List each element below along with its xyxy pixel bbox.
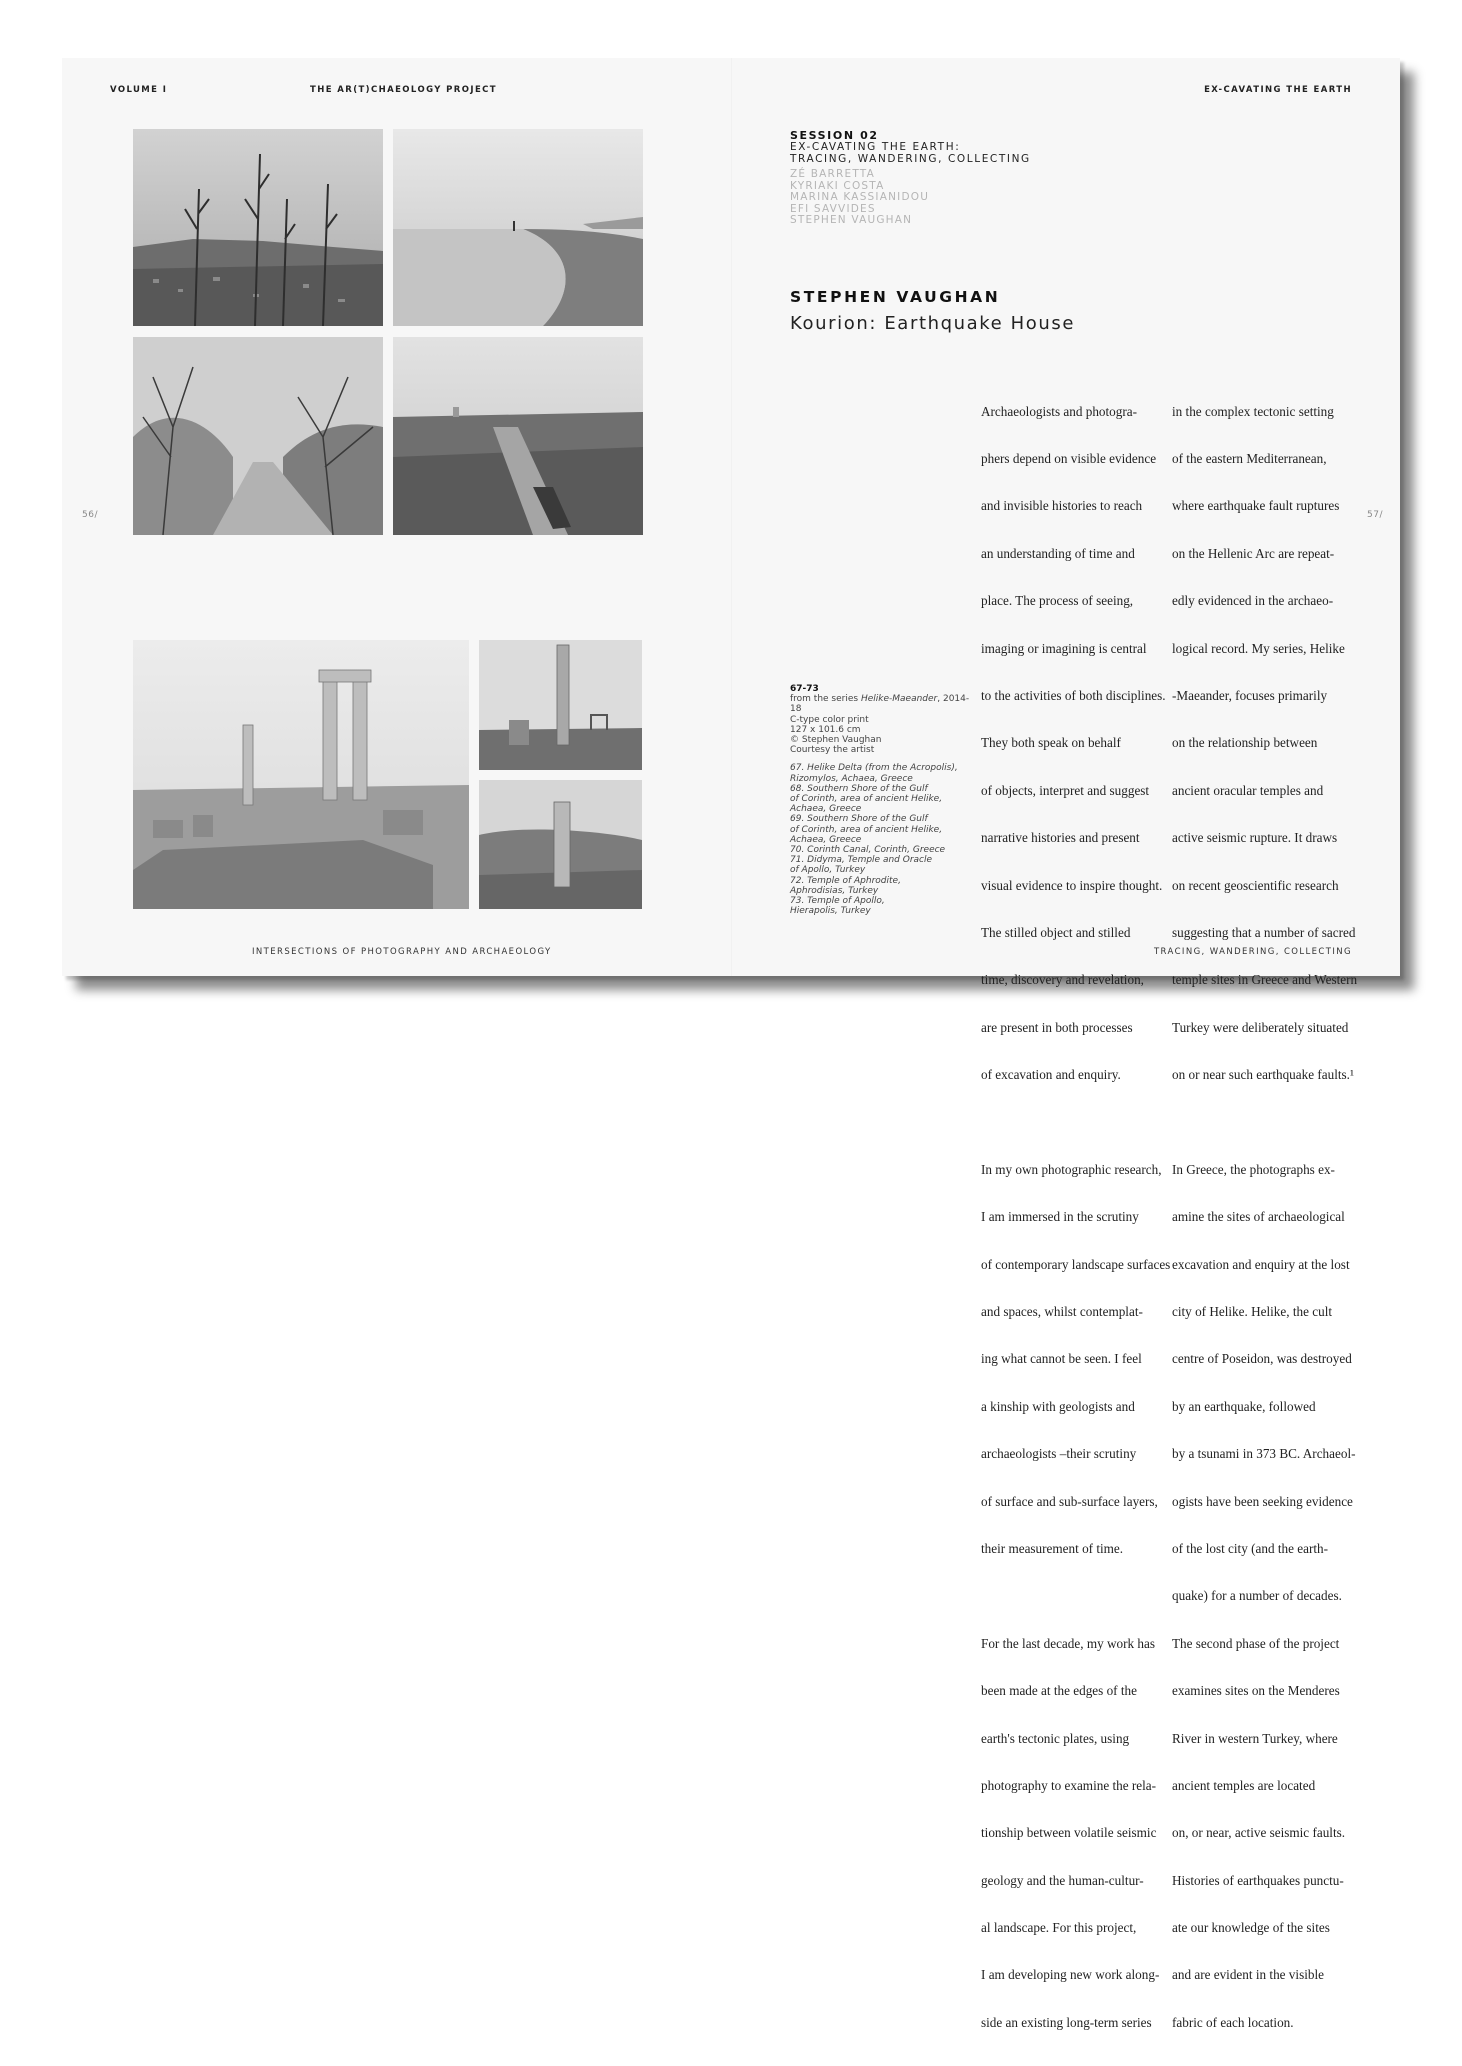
caption-list-line: Achaea, Greece — [790, 804, 862, 815]
text-line: in the complex tectonic setting — [1172, 403, 1334, 419]
text-line: ing what cannot be seen. I feel — [981, 1351, 1142, 1367]
text-line: ancient temples are located — [1172, 1777, 1316, 1793]
text-line: For the last decade, my work has — [981, 1635, 1155, 1651]
text-line: imaging or imagining is central — [981, 640, 1147, 656]
text-line: on, or near, active seismic faults. — [1172, 1825, 1346, 1841]
text-line: The stilled object and stilled — [981, 924, 1131, 940]
text-line: examines sites on the Menderes — [1172, 1683, 1340, 1699]
text-line: photography to examine the rela- — [981, 1777, 1157, 1793]
caption-list-line: of Corinth, area of ancient Helike, — [790, 824, 943, 835]
page-number-right: 57/ — [1367, 510, 1383, 520]
participant-name: MARINA KASSIANIDOU — [790, 191, 930, 204]
caption-list-line: 69. Southern Shore of the Gulf — [790, 814, 928, 825]
caption-list-line: of Apollo, Turkey — [790, 865, 866, 876]
text-line: temple sites in Greece and Western — [1172, 972, 1358, 988]
photo-helike-delta — [133, 129, 383, 326]
text-line: of the eastern Mediterranean, — [1172, 450, 1327, 466]
text-line: on or near such earthquake faults.¹ — [1172, 1067, 1354, 1083]
text-line: of objects, interpret and suggest — [981, 782, 1150, 798]
text-line: ancient oracular temples and — [1172, 782, 1324, 798]
photo-gulf-shore-spit — [393, 129, 643, 326]
text-line: to the activities of both disciplines. — [981, 687, 1166, 703]
text-line: River in western Turkey, where — [1172, 1730, 1338, 1746]
book-spread — [62, 58, 1400, 2030]
photo-didyma-temple — [133, 640, 469, 909]
participant-name: EFI SAVVIDES — [790, 202, 876, 215]
participant-name: KYRIAKI COSTA — [790, 179, 885, 192]
article-author: STEPHEN VAUGHAN — [790, 288, 1001, 306]
text-line: excavation and enquiry at the lost — [1172, 1256, 1350, 1272]
caption-credit: Courtesy the artist — [790, 745, 875, 756]
caption-list-line: Achaea, Greece — [790, 834, 862, 845]
photo-aphrodisias — [479, 640, 642, 770]
photo-gulf-shore-trees — [133, 337, 383, 535]
text-line: active seismic rupture. It draws — [1172, 830, 1338, 846]
text-line: phers depend on visible evidence — [981, 450, 1157, 466]
paragraph — [981, 1604, 1166, 2062]
text-line: amine the sites of archaeological — [1172, 1209, 1345, 1225]
text-line: logical record. My series, Helike — [1172, 640, 1345, 656]
page-number-left: 56/ — [82, 510, 98, 520]
text-line: by an earthquake, followed — [1172, 1398, 1316, 1414]
participant-name: ZÉ BARRETTA — [790, 168, 875, 180]
text-line: place. The process of seeing, — [981, 593, 1134, 609]
session-label: SESSION 02 — [790, 129, 879, 142]
text-line: quake) for a number of decades. — [1172, 1588, 1342, 1604]
text-line: Turkey were deliberately situated — [1172, 1019, 1349, 1035]
footer-left: INTERSECTIONS OF PHOTOGRAPHY AND ARCHAEOLOGY — [252, 947, 552, 957]
text-line: ate our knowledge of the sites — [1172, 1920, 1330, 1936]
caption-series-title: Helike-Maeander — [860, 694, 938, 705]
text-line: edly evidenced in the archaeo- — [1172, 593, 1334, 609]
text-line: Histories of earthquakes punctu- — [1172, 1872, 1344, 1888]
text-line: The second phase of the project — [1172, 1635, 1340, 1651]
text-line: on recent geoscientific research — [1172, 877, 1339, 893]
image-caption — [790, 684, 970, 916]
text-line: where earthquake fault ruptures — [1172, 498, 1340, 514]
caption-list-line: 70. Corinth Canal, Corinth, Greece — [790, 845, 946, 856]
text-line: an understanding of time and — [981, 545, 1135, 561]
text-line: archaeologists –their scrutiny — [981, 1446, 1137, 1462]
text-line: of excavation and enquiry. — [981, 1067, 1121, 1083]
text-line: of surface and sub-surface layers, — [981, 1493, 1158, 1509]
text-line: al landscape. For this project, — [981, 1920, 1137, 1936]
text-line: side an existing long-term series — [981, 2014, 1152, 2030]
session-title-line1: EX-CAVATING THE EARTH: — [790, 141, 961, 153]
text-line: I am immersed in the scrutiny — [981, 1209, 1139, 1225]
participant-list — [790, 169, 1110, 227]
text-line: and spaces, whilst contemplat- — [981, 1304, 1143, 1320]
header-section: EX-CAVATING THE EARTH — [1204, 85, 1352, 95]
session-block — [790, 130, 1110, 227]
text-line: on the relationship between — [1172, 735, 1318, 751]
text-line: and invisible histories to reach — [981, 498, 1143, 514]
paragraph — [981, 372, 1166, 1114]
body-column-1 — [981, 372, 1171, 2066]
text-line: their measurement of time. — [981, 1540, 1124, 1556]
caption-list-line: Hierapolis, Turkey — [790, 906, 871, 917]
caption-list — [790, 763, 970, 916]
text-line: ogists have been seeking evidence — [1172, 1493, 1353, 1509]
caption-list-line: 68. Southern Shore of the Gulf — [790, 783, 928, 794]
caption-dimensions: 127 x 101.6 cm — [790, 724, 861, 735]
header-project: THE AR(T)CHAEOLOGY PROJECT — [310, 85, 497, 95]
text-line: time, discovery and revelation, — [981, 972, 1144, 988]
caption-list-line: Aphrodisias, Turkey — [790, 885, 879, 896]
text-line: In Greece, the photographs ex- — [1172, 1161, 1335, 1177]
header-volume: VOLUME I — [110, 85, 168, 95]
paragraph — [1172, 372, 1362, 1114]
text-line: by a tsunami in 373 BC. Archaeol- — [1172, 1446, 1356, 1462]
caption-series-prefix: from the series — [790, 694, 861, 705]
photo-corinth-canal — [393, 337, 643, 535]
text-line: narrative histories and present — [981, 830, 1140, 846]
text-line: fabric of each location. — [1172, 2014, 1294, 2030]
gutter — [731, 58, 732, 976]
text-line: earth's tectonic plates, using — [981, 1730, 1130, 1746]
text-line: city of Helike. Helike, the cult — [1172, 1304, 1333, 1320]
text-line: centre of Poseidon, was destroyed — [1172, 1351, 1352, 1367]
text-line: of the lost city (and the earth- — [1172, 1540, 1328, 1556]
text-line: In my own photographic research, — [981, 1161, 1162, 1177]
footer-right: TRACING, WANDERING, COLLECTING — [1153, 947, 1352, 957]
text-line: suggesting that a number of sacred — [1172, 924, 1356, 940]
caption-list-line: of Corinth, area of ancient Helike, — [790, 794, 943, 805]
caption-series-years: , 2014-18 — [790, 694, 970, 715]
participant-name: STEPHEN VAUGHAN — [790, 214, 913, 227]
paragraph — [1172, 1130, 1362, 2062]
caption-list-line: 72. Temple of Aphrodite, — [790, 875, 901, 886]
caption-numbers: 67-73 — [790, 684, 819, 694]
article-title: Kourion: Earthquake House — [790, 313, 1076, 334]
caption-list-line: 71. Didyma, Temple and Oracle — [790, 855, 933, 866]
caption-copyright: © Stephen Vaughan — [790, 735, 882, 746]
paragraph — [981, 1130, 1171, 1588]
body-column-2 — [1172, 372, 1362, 2066]
text-line: I am developing new work along- — [981, 1967, 1160, 1983]
caption-list-line: 73. Temple of Apollo, — [790, 896, 885, 907]
text-line: and are evident in the visible — [1172, 1967, 1324, 1983]
photo-hierapolis — [479, 780, 642, 909]
caption-medium: C-type color print — [790, 714, 869, 725]
text-line: a kinship with geologists and — [981, 1398, 1135, 1414]
caption-list-line: 67. Helike Delta (from the Acropolis), — [790, 763, 958, 774]
text-line: visual evidence to inspire thought. — [981, 877, 1163, 893]
text-line: are present in both processes — [981, 1019, 1133, 1035]
text-line: Archaeologists and photogra- — [981, 403, 1138, 419]
text-line: -Maeander, focuses primarily — [1172, 687, 1328, 703]
text-line: been made at the edges of the — [981, 1683, 1137, 1699]
session-title-line2: TRACING, WANDERING, COLLECTING — [790, 152, 1031, 165]
text-line: tionship between volatile seismic — [981, 1825, 1157, 1841]
text-line: on the Hellenic Arc are repeat- — [1172, 545, 1335, 561]
text-line: They both speak on behalf — [981, 735, 1121, 751]
caption-series — [790, 694, 970, 714]
text-line: geology and the human-cultur- — [981, 1872, 1144, 1888]
caption-list-line: Rizomylos, Achaea, Greece — [790, 773, 913, 784]
text-line: of contemporary landscape surfaces — [981, 1256, 1171, 1272]
